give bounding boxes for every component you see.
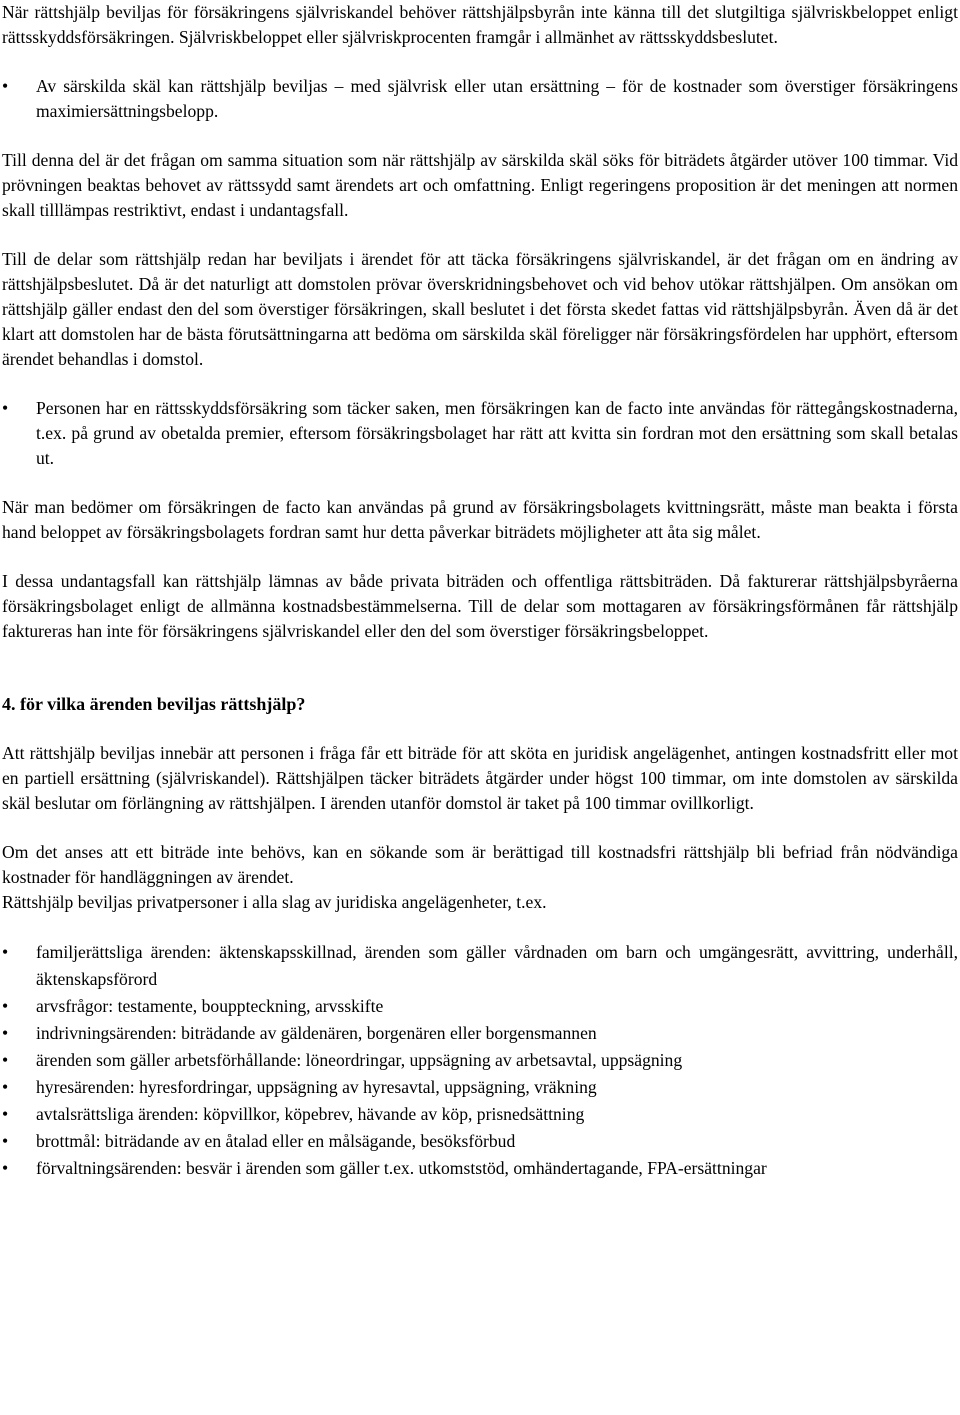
bullet-dot: • xyxy=(2,1158,9,1178)
bullet-special-reasons xyxy=(2,74,958,124)
list-item xyxy=(2,1074,958,1101)
bullet-dot: • xyxy=(2,1077,9,1097)
bullet-dot: • xyxy=(2,1131,9,1151)
list-item xyxy=(2,1128,958,1155)
list-item xyxy=(2,1101,958,1128)
list-item-text: avtalsrättsliga ärenden: köpvillkor, köpebrev, hävande av köp, prisnedsättning xyxy=(36,1104,585,1124)
bullet-dot: • xyxy=(2,1050,9,1070)
bullet-dot: • xyxy=(2,398,9,418)
paragraph-all-matters: Rättshjälp beviljas privatpersoner i alla slag av juridiska angelägenheter, t.ex. xyxy=(2,892,547,912)
list-item xyxy=(2,1155,958,1182)
bullet-text: Personen har en rättsskyddsförsäkring som täcker saken, men försäkringen kan de facto inte användas för rättegångskostnaderna, t.ex. på grund av obetalda premier, eftersom försäkringsbolaget har rätt att kvitta sin fordran mot den ersättning som skall betalas ut. xyxy=(36,398,958,468)
list-item-text: arvsfrågor: testamente, bouppteckning, arvsskifte xyxy=(36,996,384,1016)
list-item-text: ärenden som gäller arbetsförhållande: löneordringar, uppsägning av arbetsavtal, uppsägning xyxy=(36,1050,683,1070)
bullet-dot: • xyxy=(2,942,9,962)
paragraph-already-granted: Till de delar som rättshjälp redan har beviljats i ärendet för att täcka försäkringens självriskandel, är det frågan om en ändring av rättshjälpsbeslutet. Då är det naturligt att domstolen prövar överskridningsbehovet och vid behov utökar rättshjälpen. Om ansökan om rättshjälp gäller endast den del som överstiger försäkringen, skall beslutet i det första skedet fattas vid rättshjälpsbyrån. Även då är det klart att domstolen har de bästa förutsättningarna att bedöma om särskilda skäl föreligger när försäkringsfördelen har upphört, eftersom ärendet behandlas i domstol. xyxy=(2,249,958,369)
list-item-text: indrivningsärenden: biträdande av gäldenären, borgenären eller borgensmannen xyxy=(36,1023,597,1043)
list-item-text: hyresärenden: hyresfordringar, uppsägning av hyresavtal, uppsägning, vräkning xyxy=(36,1077,597,1097)
list-item xyxy=(2,939,958,993)
section-heading: 4. för vilka ärenden beviljas rättshjälp? xyxy=(2,694,306,714)
list-item-text: förvaltningsärenden: besvär i ärenden som gäller t.ex. utkomststöd, omhändertagande, FPA-ersättningar xyxy=(36,1158,767,1178)
bullet-dot: • xyxy=(2,1104,9,1124)
list-item-text: familjerättsliga ärenden: äktenskapsskillnad, ärenden som gäller vårdnaden om barn och umgängesrätt, avvittring, underhåll, äktenskapsförord xyxy=(36,942,958,989)
bullet-dot: • xyxy=(2,76,9,96)
list-item xyxy=(2,993,958,1020)
bullet-insurance-unusable xyxy=(2,396,958,471)
bullet-dot: • xyxy=(2,996,9,1016)
paragraph-same-situation: Till denna del är det frågan om samma situation som när rättshjälp av särskilda skäl söks för biträdets åtgärder utöver 100 timmar. Vid prövningen beaktas behovet av rättssydd samt ärendets art och omfattning. Enligt regeringens proposition är det meningen att normen skall tilllämpas restriktivt, endast i undantagsfall. xyxy=(2,150,958,220)
paragraph-offset-right: När man bedömer om försäkringen de facto kan användas på grund av försäkringsbolagets kvittningsrätt, måste man beakta i första hand beloppet av försäkringsbolagets fordran samt hur detta påverkar biträdets möjligheter att åta sig målet. xyxy=(2,497,958,542)
paragraph-what-legal-aid-means: Att rättshjälp beviljas innebär att personen i fråga får ett biträde för att sköta en juridisk angelägenhet, antingen kostnadsfritt eller mot en partiell ersättning (självriskandel). Rättshjälpen täcker biträdets åtgärder under högst 100 timmar, om inte domstolen av särskilda skäl beslutar om förlängning av rättshjälpen. I ärenden utanför domstol är taket på 100 timmar ovillkorligt. xyxy=(2,743,958,813)
list-item xyxy=(2,1047,958,1074)
bullet-text: Av särskilda skäl kan rättshjälp beviljas – med självrisk eller utan ersättning – för de kostnader som överstiger försäkringens maximiersättningsbelopp. xyxy=(36,76,958,121)
bullet-dot: • xyxy=(2,1023,9,1043)
paragraph-no-counsel-needed: Om det anses att ett biträde inte behövs, kan en sökande som är berättigad till kostnadsfri rättshjälp bli befriad från nödvändiga kostnader för handläggningen av ärendet. xyxy=(2,842,958,887)
paragraph-self-risk-intro: När rättshjälp beviljas för försäkringens självriskandel behöver rättshjälpsbyrån inte känna till det slutgiltiga självriskbeloppet enligt rättsskyddsförsäkringen. Självriskbeloppet eller självriskprocenten framgår i allmänhet av rättsskyddsbeslutet. xyxy=(2,2,958,47)
list-item xyxy=(2,1020,958,1047)
list-item-text: brottmål: biträdande av en åtalad eller en målsägande, besöksförbud xyxy=(36,1131,516,1151)
matter-type-list xyxy=(2,939,958,1182)
paragraph-exception-cases: I dessa undantagsfall kan rättshjälp lämnas av både privata biträden och offentliga rättsbiträden. Då fakturerar rättshjälpsbyråerna försäkringsbolaget enligt de allmänna kostnadsbestämmelserna. Till de delar som mottagaren av försäkringsförmånen får rättshjälp faktureras han inte för försäkringens självriskandel eller den del som överstiger försäkringsbeloppet. xyxy=(2,571,958,641)
